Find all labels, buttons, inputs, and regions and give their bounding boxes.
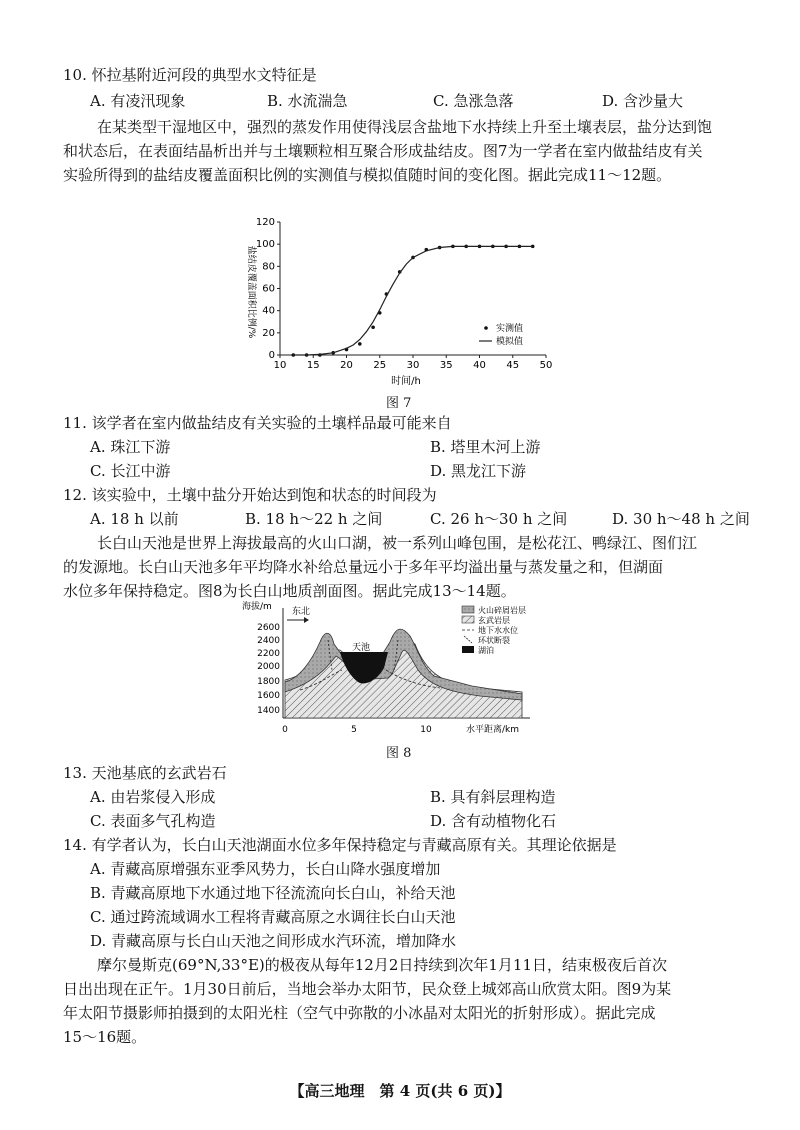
figure-7-caption: 图 7 (386, 396, 412, 411)
legend-label-lake: 湖泊 (478, 646, 494, 655)
q12-option-b: B. 18 h～22 h 之间 (245, 510, 383, 528)
fig8-arrow-head (304, 617, 309, 623)
q13-option-d: D. 含有动植物化石 (430, 812, 557, 830)
fig7-y-tick-label: 60 (262, 283, 275, 295)
q11-option-d: D. 黑龙江下游 (430, 462, 527, 480)
legend-label-fault: 环状断裂 (478, 636, 510, 645)
passage3-line-4: 15～16题。 (63, 1028, 147, 1046)
passage1-line-3: 实验所得到的盐结皮覆盖面积比例的实测值与模拟值随时间的变化图。据此完成11～12题。 (63, 166, 672, 184)
fig8-x-tick: 0 (282, 725, 288, 735)
fig8-lake-label: 天池 (352, 643, 371, 653)
fig7-x-tick-label: 15 (306, 360, 320, 371)
passage3-line-2: 日出出现在正午。1月30日前后，当地会举办太阳节，民众登上城郊高山欣赏太阳。图9为某 (63, 980, 672, 998)
figure-7-chart (236, 212, 566, 388)
q10-option-c: C. 急涨急落 (433, 92, 514, 110)
q13-option-b: B. 具有斜层理构造 (430, 788, 556, 806)
q13-option-c: C. 表面多气孔构造 (90, 812, 216, 830)
q10-option-a: A. 有凌汛现象 (90, 92, 186, 110)
q13-options-row2 (90, 810, 750, 832)
q11-option-c: C. 长江中游 (90, 462, 171, 480)
page-footer: 【高三地理 第 4 页(共 6 页)】 (289, 1082, 511, 1100)
q14-option-d: D. 青藏高原与长白山天池之间形成水汽环流，增加降水 (90, 932, 457, 950)
passage2-line-3: 水位多年保持稳定。图8为长白山地质剖面图。据此完成13～14题。 (63, 582, 516, 600)
fig8-y-tick: 2000 (257, 662, 280, 672)
q10-options (90, 90, 750, 112)
q11-option-b: B. 塔里木河上游 (430, 438, 541, 456)
fig8-y-tick: 2600 (257, 623, 280, 633)
q12-option-a: A. 18 h 以前 (90, 510, 179, 528)
fig8-y-tick: 1600 (257, 691, 280, 701)
legend-swatch-fault (464, 636, 472, 643)
fig8-direction-label: 东北 (292, 607, 311, 617)
fig7-x-tick-label: 10 (273, 360, 287, 371)
passage2-line-2: 的发源地。长白山天池多年平均降水补给总量远小于多年平均溢出量与蒸发量之和，但湖面 (63, 558, 664, 576)
legend-label-groundwater: 地下水水位 (478, 626, 518, 635)
legend-label-clastic: 火山碎屑岩层 (478, 606, 526, 615)
q10-option-d: D. 含沙量大 (602, 92, 684, 110)
fig7-x-tick-label: 40 (473, 360, 486, 371)
q11-options-row2 (90, 460, 750, 482)
fig8-y-tick: 1800 (257, 677, 280, 687)
legend-label-basalt: 玄武岩层 (478, 616, 510, 625)
q14-option-b: B. 青藏高原地下水通过地下径流流向长白山，补给天池 (90, 884, 456, 902)
legend-swatch-basalt (462, 616, 474, 623)
fig8-y-axis-label: 海拔/m (242, 602, 272, 612)
legend-swatch-lake (462, 646, 474, 653)
q13-stem: 13. 天池基底的玄武岩石 (63, 764, 227, 782)
q14-option-c: C. 通过跨流域调水工程将青藏高原之水调往长白山天池 (90, 908, 456, 926)
q11-options-row1 (90, 436, 750, 458)
q12-option-c: C. 26 h～30 h 之间 (430, 510, 568, 528)
fig8-legend (462, 605, 526, 655)
q12-options (90, 508, 750, 530)
fig7-y-tick-label: 40 (262, 305, 275, 317)
fig7-x-tick-label: 25 (373, 360, 387, 371)
fig7-y-tick-label: 20 (262, 327, 275, 339)
fig7-x-tick-label: 50 (539, 360, 553, 371)
figure-8-caption: 图 8 (386, 746, 412, 761)
fig7-x-tick-label: 45 (506, 360, 520, 371)
fig7-legend-marker-measured (484, 326, 488, 330)
fig7-legend-label-simulated: 模拟值 (496, 337, 524, 347)
fig8-x-tick: 10 (420, 725, 432, 735)
passage1-line-1: 在某类型干湿地区中，强烈的蒸发作用使得浅层含盐地下水持续上升至土壤表层，盐分达到饱 (97, 118, 713, 136)
legend-swatch-clastic (462, 606, 474, 613)
fig7-y-tick-label: 120 (255, 217, 275, 228)
fig7-y-tick-label: 100 (255, 239, 275, 251)
q12-option-d: D. 30 h～48 h 之间 (612, 510, 750, 528)
fig7-x-tick-label: 30 (406, 360, 420, 371)
fig7-y-tick-label: 0 (268, 350, 275, 361)
q13-option-a: A. 由岩浆侵入形成 (90, 788, 216, 806)
q10-option-b: B. 水流湍急 (267, 92, 348, 110)
fig7-x-axis-label: 时间/h (391, 376, 421, 387)
passage1-line-2: 和状态后，在表面结晶析出并与土壤颗粒相互聚合形成盐结皮。图7为一学者在室内做盐结皮有关 (63, 142, 703, 160)
fig8-y-tick: 2400 (257, 636, 280, 646)
q14-option-a: A. 青藏高原增强东亚季风势力，长白山降水强度增加 (90, 860, 441, 878)
fig7-measured-point (358, 342, 362, 346)
figure-8-cross-section (240, 600, 580, 740)
q11-stem: 11. 该学者在室内做盐结皮有关实验的土壤样品最可能来自 (63, 414, 452, 432)
fig8-x-tick: 5 (351, 725, 357, 735)
passage3-line-3: 年太阳节摄影师拍摄到的太阳光柱（空气中弥散的小冰晶对太阳光的折射形成）。据此完成 (63, 1004, 656, 1022)
q11-option-a: A. 珠江下游 (90, 438, 171, 456)
fig7-y-tick-label: 80 (262, 261, 275, 273)
fig7-legend-label-measured: 实测值 (496, 324, 524, 334)
fig8-x-axis-label: 水平距离/km (466, 725, 520, 735)
fig7-x-tick-label: 35 (439, 360, 453, 371)
q12-stem: 12. 该实验中，土壤中盐分开始达到饱和状态的时间段为 (63, 486, 437, 504)
fig7-y-axis-label: 盐结皮覆盖面积比例/% (246, 245, 256, 339)
fig8-y-tick: 2200 (257, 649, 280, 659)
passage3-line-1: 摩尔曼斯克(69°N,33°E)的极夜从每年12月2日持续到次年1月11日，结束极夜后首次 (97, 956, 668, 974)
q13-options-row1 (90, 786, 750, 808)
fig8-y-tick: 1400 (257, 706, 280, 716)
passage2-line-1: 长白山天池是世界上海拔最高的火山口湖，被一系列山峰包围，是松花江、鸭绿江、图们江 (97, 534, 698, 552)
fig7-measured-point (371, 325, 375, 329)
q14-stem: 14. 有学者认为，长白山天池湖面水位多年保持稳定与青藏高原有关。其理论依据是 (63, 836, 617, 854)
fig7-x-tick-label: 20 (340, 360, 353, 371)
q10-stem: 10. 怀拉基附近河段的典型水文特征是 (63, 66, 317, 84)
